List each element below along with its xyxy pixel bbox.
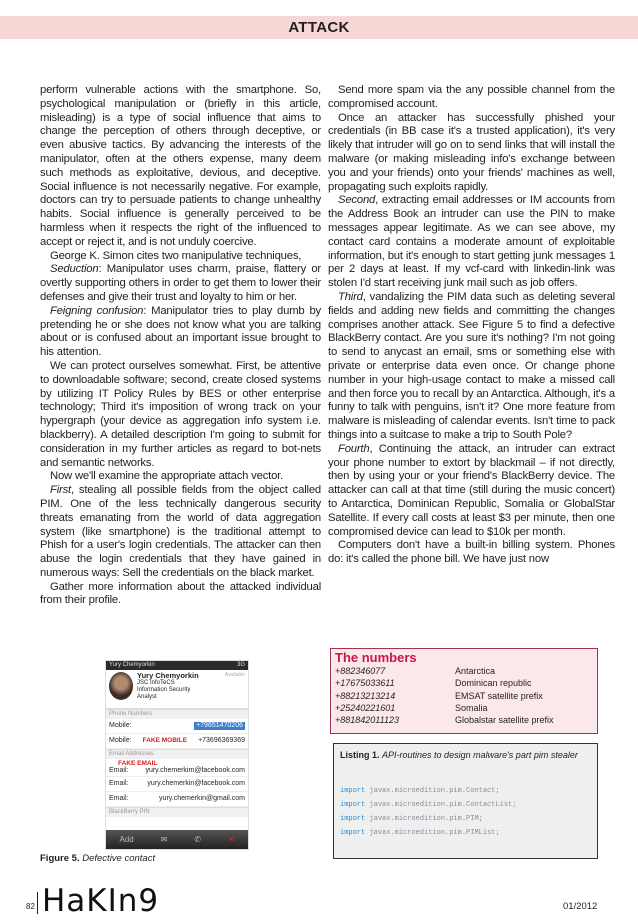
email-value: yury.chemerkin@facebook.com (147, 780, 245, 787)
email-label: Email: (109, 767, 129, 774)
paragraph (40, 360, 321, 470)
mobile-label: Mobile: (109, 737, 132, 744)
avatar (109, 672, 133, 700)
destination: Somalia (455, 702, 488, 713)
code-block (340, 784, 516, 840)
email-row (106, 777, 248, 792)
hakin9-logo: HaKIn9 (42, 883, 160, 919)
email-value: yury.chemerkim@facebook.com (145, 767, 245, 774)
paragraph-text: , Continuing the attack, an intruder can extract your phone number to extort by blackmail – if not directly, then by using your or your friend's BlackBerry device. The attacker can call at that time (still during the music concert) to Antarctica, Dominican Republic, Somalia or GlobalStar Satellite. If every call costs at least $3 per minute, then one compromised device can lead to $10k per month. (328, 442, 615, 538)
paragraph (40, 250, 321, 264)
code-listing (333, 743, 598, 859)
destination: EMSAT satellite prefix (455, 690, 543, 701)
email-section: Email Addresses (106, 749, 248, 759)
paragraph (328, 112, 615, 195)
envelope-icon: ✉ (160, 835, 168, 844)
code-text: javax.microedition.pim.PIMList; (369, 829, 500, 837)
phone-icon: ✆ (194, 835, 201, 844)
number-row (335, 677, 597, 689)
mobile-label: Mobile: (109, 722, 132, 729)
pin-section: BlackBerry PIN (106, 807, 248, 817)
paragraph (40, 84, 321, 250)
phone-section: Phone Numbers (106, 709, 248, 719)
code-keyword: import (340, 787, 366, 795)
email-label: Email: (109, 795, 129, 802)
phone-number: +881842011123 (335, 715, 399, 726)
paragraph-text: , stealing all possible fields from the object called PIM. One of the less technically dangerous security threats emanating from the world of data aggregation system (like smartphone) is the traditional attempt to Phish for a user's login credentials. The attacker can then abuse the login credentials that they have gained in numerous ways: Sell the credentials on the black market. (40, 484, 321, 579)
paragraph (328, 194, 615, 291)
email-line (109, 767, 245, 775)
numbers-title: The numbers (335, 650, 417, 665)
figure-caption (40, 853, 155, 864)
status-title: Yury Chemyorkin (109, 662, 155, 668)
figure-caption-text: Defective contact (82, 853, 156, 864)
code-line (340, 784, 516, 798)
paragraph-text: George K. Simon cites two manipulative techniques, (50, 249, 302, 262)
code-keyword: import (340, 801, 366, 809)
code-text: javax.microedition.pim.PIM; (369, 815, 483, 823)
destination: Dominican republic (455, 678, 532, 689)
paragraph-text: : Manipulator uses charm, praise, flattery or overtly supporting others in order to get them to lower their defenses and give their trust and loyalty to him or her. (40, 263, 321, 303)
contact-company: JSC InfoTeCS (137, 680, 175, 686)
page-number: 82 (26, 902, 35, 911)
code-text: javax.microedition.pim.Contact; (369, 787, 500, 795)
listing-caption: API-routines to design malware's part pim stealer (382, 750, 578, 760)
contact-title-2: Analyst (137, 694, 157, 700)
phone-number: +882346077 (335, 666, 386, 676)
fake-email-label: FAKE EMAIL (118, 760, 158, 767)
code-line (340, 812, 516, 826)
email-row-fake (106, 759, 248, 777)
availability: Available (224, 672, 245, 678)
email-value: yury.chemerkin@gmail.com (159, 795, 245, 802)
code-keyword: import (340, 829, 366, 837)
paragraph (40, 484, 321, 581)
paragraph-text: Gather more information about the attacked individual from their profile. (40, 580, 321, 607)
right-column (328, 84, 615, 567)
phone-action-bar (106, 830, 248, 849)
left-column (40, 84, 321, 608)
paragraph (328, 539, 615, 567)
mobile-row (106, 719, 248, 734)
fake-mobile-label: FAKE MOBILE (142, 737, 188, 744)
code-text: javax.microedition.pim.ContactList; (369, 801, 517, 809)
paragraph-text: , vandalizing the PIM data such as deleting several fields and adding new fields and committing the changes comprises another attack. See Figure 5 to find a defective BlackBerry contact. Are you sure it's nothing? I'm not going to send to anycast an email, sms or something else with private or enterprise data even once. Or change phone number in your high-usage contact to make a missed call and then force you to recall by an Antarctica. Although, it's a funny to talk with penguins, isn't it? One more feature from malware is misleading of calendar events. Isn't time to pack things into a suitcase to make a trip to South Pole? (328, 290, 615, 441)
paragraph (40, 305, 321, 360)
paragraph (328, 84, 615, 112)
paragraph-lead: Third (338, 290, 363, 303)
paragraph-lead: Fourth (338, 442, 370, 455)
mobile-number: +79651470206 (196, 722, 243, 729)
paragraph-text: Computers don't have a built-in billing system. Phones do: it's called the phone bill. We have just now (328, 539, 615, 566)
paragraph-lead: Seduction (50, 263, 99, 276)
paragraph-text: : Manipulator tries to play dumb by pretending he or she does not know what you are talking about or is confused about an important issue brought to his attention. (40, 304, 321, 359)
footer-divider (37, 892, 38, 914)
email-label: Email: (109, 780, 129, 787)
number-row (335, 714, 597, 726)
contact-title: Information Security (137, 687, 191, 693)
paragraph-text: Send more spam via the any possible channel from the compromised account. (328, 84, 615, 110)
paragraph-text: , extracting email addresses or IM accounts from the Address Book an intruder can use the PIN to make messages appear legitimate. As we can see above, my contact card contains a moderate amount of exploitable information, but it's enough to start getting junk messages 1 per 2 days at least. If my vcf-card with linkedin-link was stolen I'd start receiving junk mail such as job offers. (328, 194, 615, 290)
contact-name: Yury Chemyorkin (137, 671, 199, 680)
phone-number: +25240221601 (335, 702, 396, 713)
listing-label: Listing 1. (340, 750, 380, 760)
paragraph (40, 263, 321, 304)
paragraph-text: Now we'll examine the appropriate attach vector. (50, 470, 284, 483)
listing-title (340, 750, 578, 760)
email-row (106, 792, 248, 807)
number-row (335, 665, 597, 677)
section-header (0, 16, 638, 39)
add-button: Add (119, 835, 134, 844)
numbers-box (330, 648, 598, 734)
number-row (335, 690, 597, 702)
issue-date: 01/2012 (563, 901, 598, 912)
mobile-row-fake (106, 734, 248, 749)
code-keyword: import (340, 815, 366, 823)
paragraph-lead: First (50, 484, 71, 497)
section-title: ATTACK (288, 19, 350, 36)
figure-label: Figure 5. (40, 853, 80, 864)
number-row (335, 702, 597, 714)
paragraph-lead: Second (338, 194, 376, 207)
phone-status-bar (106, 661, 248, 670)
mobile-number: +73696369369 (198, 737, 245, 744)
paragraph (40, 470, 321, 484)
paragraph-lead: Feigning confusion (50, 304, 144, 317)
signal-icon: 3G (236, 662, 245, 668)
paragraph-text: Once an attacker has successfully phished your credentials (in BB case it's a trusted application), it's very likely that intruder will go on to send links that will install the malware (or making misleading info's exchange between you and your friends) onto your friends' machines as well, propagating such exploits rapidly. (328, 111, 615, 193)
code-line (340, 826, 516, 840)
figure-phone-screenshot (105, 660, 249, 850)
paragraph (40, 581, 321, 609)
contact-card (106, 670, 248, 709)
destination: Antarctica (455, 666, 496, 676)
paragraph-text: perform vulnerable actions with the smartphone. So, psychological manipulation or (briefly in this article, misleading) is a type of social influence that aims to change the perception of others through deceptive, or even abusive tactics. By advancing the interests of the manipulator, often at the others expense, many deem such methods as exploitative, devious, and deceptive. Social influence is not necessarily negative. For example, doctors can try to persuade patients to change unhealthy habits. Social influence is generally perceived to be harmless when it respects the right of the influenced to accept or reject it, and is not unduly coercive. (40, 84, 321, 248)
phone-number: +17675033611 (335, 678, 395, 689)
code-line (340, 798, 516, 812)
paragraph-text: We can protect ourselves somewhat. First, be attentive to downloadable software; second, create closed systems by utilizing IT Policy Rules by BES or other enterprise technology; Third it's imposition of wrong track on your hypergraph (your device as aggregation info system i.e. blackberry). A detailed description I'm going to submit for consideration in my further articles as regard to bot-nets and semantic networks. (40, 359, 321, 469)
paragraph (328, 443, 615, 540)
destination: Globalstar satellite prefix (455, 715, 554, 726)
phone-number: +88213213214 (335, 690, 396, 701)
paragraph (328, 291, 615, 443)
close-icon: ✕ (227, 835, 235, 844)
